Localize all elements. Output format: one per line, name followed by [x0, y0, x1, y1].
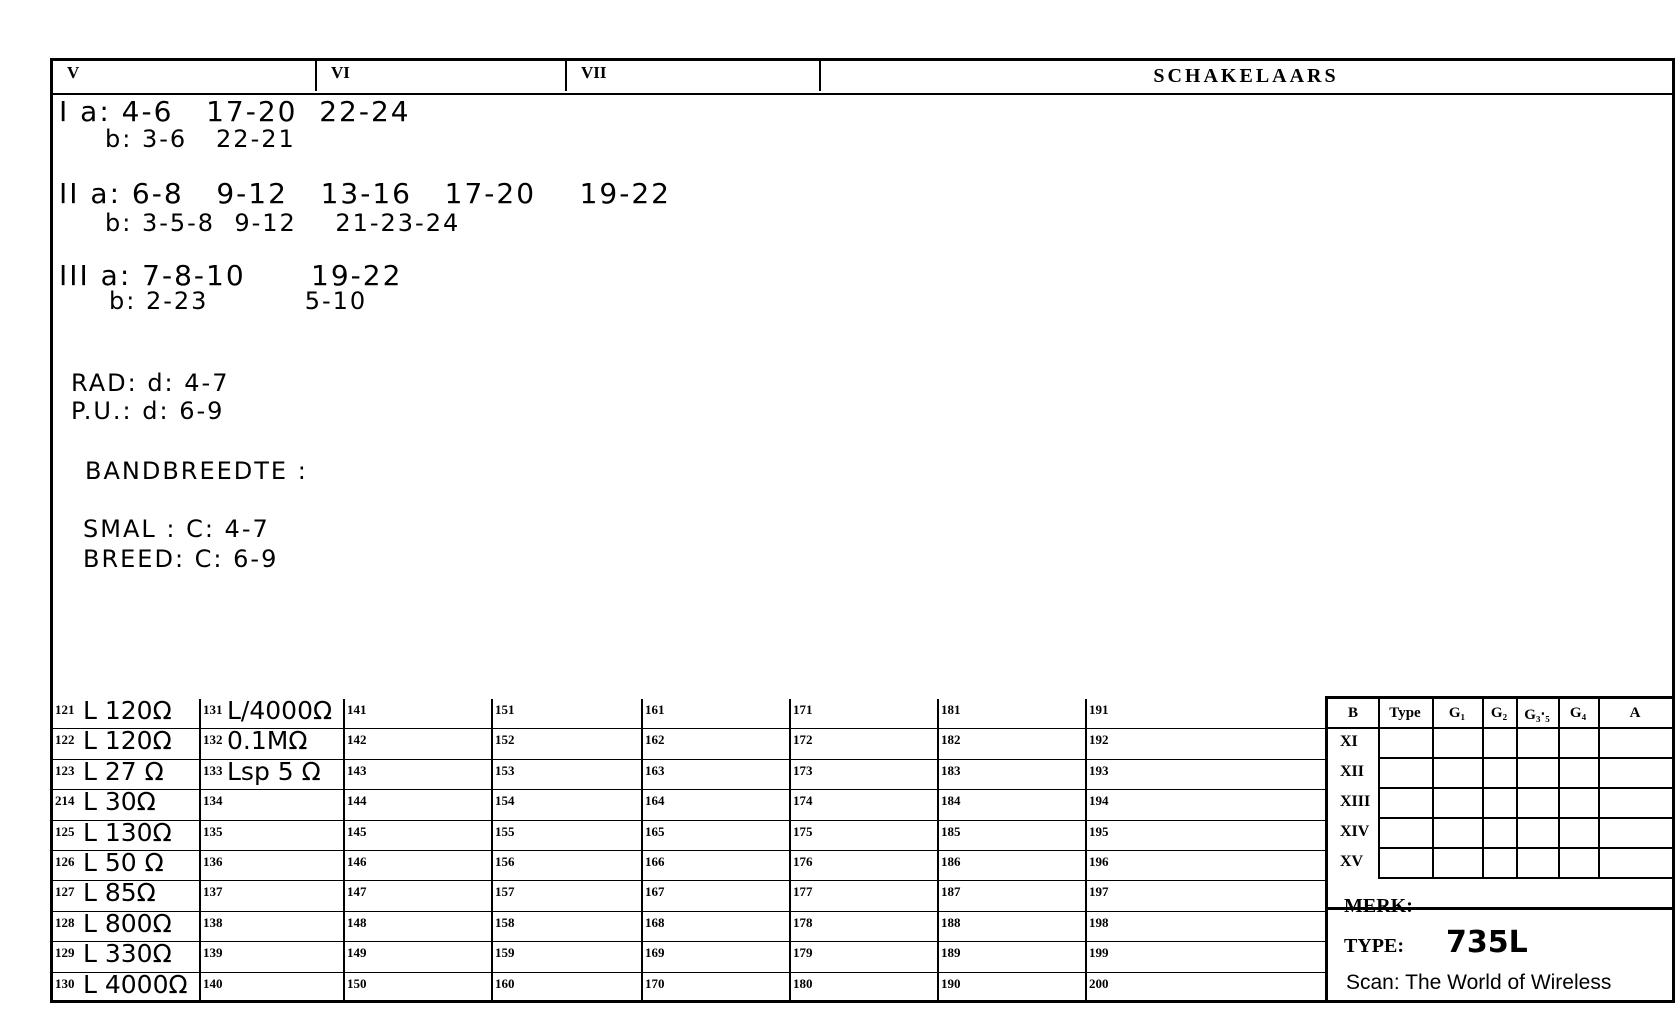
note-line: II a: 6-8 9-12 13-16 17-20 19-22	[59, 177, 671, 210]
cell-number: 126	[55, 854, 75, 869]
cell-value: L 50 Ω	[83, 848, 164, 877]
tube-divider	[1378, 877, 1672, 879]
cell-number: 141	[347, 702, 367, 717]
grid-cell	[939, 942, 1085, 972]
grid-cell	[1087, 973, 1325, 1003]
grid-cell	[345, 699, 491, 729]
cell-number: 164	[645, 793, 665, 809]
cell-number: 136	[203, 854, 223, 869]
cell-number: 149	[347, 945, 367, 961]
cell-number: 191	[1089, 702, 1109, 717]
grid-column	[491, 699, 641, 1003]
grid-column	[53, 696, 199, 1003]
cell-number: 147	[347, 884, 367, 900]
cell-number: 121	[55, 702, 75, 717]
tube-divider	[1328, 727, 1672, 729]
cell-number: 193	[1089, 762, 1109, 778]
grid-cell	[1087, 760, 1325, 790]
grid-cell	[493, 973, 641, 1003]
grid-cell	[345, 790, 491, 820]
grid-cell	[345, 942, 491, 972]
tube-divider	[1432, 699, 1434, 879]
grid-cell	[345, 760, 491, 790]
tube-header: A	[1629, 705, 1641, 721]
grid-cell	[493, 790, 641, 820]
cell-value: L 85Ω	[83, 878, 156, 908]
cell-number: 162	[645, 732, 665, 748]
cell-number: 175	[793, 823, 813, 839]
cell-number: 159	[495, 945, 515, 961]
cell-number: 176	[793, 854, 813, 869]
cell-number: 131	[203, 702, 223, 717]
grid-cell	[53, 696, 199, 729]
grid-cell	[939, 881, 1085, 911]
cell-value: L 30Ω	[83, 787, 156, 817]
grid-cell	[643, 942, 789, 972]
scan-credit: Scan: The World of Wireless	[1346, 971, 1612, 994]
tube-row-label: XI	[1340, 733, 1358, 750]
cell-number: 137	[203, 884, 223, 900]
cell-number: 128	[55, 914, 75, 930]
cell-value: L/4000Ω	[227, 696, 333, 725]
grid-cell	[939, 851, 1085, 881]
grid-cell	[201, 942, 343, 972]
cell-number: 151	[495, 702, 515, 717]
tube-header: Type	[1389, 705, 1421, 721]
grid-cell	[493, 821, 641, 851]
cell-number: 139	[203, 945, 223, 961]
grid-cell	[643, 973, 789, 1003]
grid-cell	[345, 851, 491, 881]
cell-number: 130	[55, 975, 75, 991]
header-title: SCHAKELAARS	[1153, 65, 1339, 87]
note-line: RAD: d: 4-7	[71, 369, 230, 397]
cell-number: 165	[645, 823, 665, 839]
cell-number: 195	[1089, 823, 1109, 839]
grid-cell	[643, 912, 789, 942]
grid-cell	[1087, 790, 1325, 820]
grid-column	[1085, 699, 1325, 1003]
cell-number: 145	[347, 823, 367, 839]
tube-divider	[1378, 757, 1672, 759]
grid-cell	[53, 969, 199, 1003]
tube-divider	[1598, 699, 1600, 879]
cell-number: 158	[495, 914, 515, 930]
grid-cell	[201, 851, 343, 881]
cell-value: L 130Ω	[83, 817, 172, 847]
cell-number: 199	[1089, 945, 1109, 961]
grid-cell	[643, 729, 789, 759]
grid-cell	[345, 821, 491, 851]
grid-column	[937, 699, 1085, 1003]
cell-number: 156	[495, 854, 515, 869]
grid-cell	[53, 756, 199, 790]
tube-divider	[1378, 787, 1672, 789]
grid-cell	[1087, 699, 1325, 729]
cell-number: 161	[645, 702, 665, 717]
merk-label: MERK:	[1344, 895, 1413, 917]
grid-cell	[791, 851, 937, 881]
grid-cell	[791, 760, 937, 790]
grid-cell	[791, 699, 937, 729]
grid-cell	[939, 729, 1085, 759]
grid-cell	[493, 699, 641, 729]
cell-number: 132	[203, 732, 223, 748]
grid-cell	[643, 821, 789, 851]
note-line: BREED: C: 6-9	[83, 545, 279, 573]
cell-number: 129	[55, 945, 75, 961]
grid-cell	[1087, 942, 1325, 972]
cell-number: 125	[55, 823, 75, 839]
note-line: I a: 4-6 17-20 22-24	[59, 95, 411, 128]
cell-number: 135	[203, 823, 223, 839]
grid-cell	[53, 817, 199, 851]
cell-number: 172	[793, 732, 813, 748]
cell-number: 152	[495, 732, 515, 748]
cell-number: 142	[347, 732, 367, 748]
grid-cell	[791, 942, 937, 972]
cell-number: 171	[793, 702, 813, 717]
tube-row-label: XV	[1340, 853, 1364, 870]
grid-cell	[1087, 821, 1325, 851]
cell-number: 143	[347, 762, 367, 778]
cell-value: L 120Ω	[83, 696, 172, 725]
cell-number: 140	[203, 975, 223, 991]
grid-cell	[791, 881, 937, 911]
grid-cell	[53, 848, 199, 881]
cell-value: Lsp 5 Ω	[227, 756, 321, 786]
grid-cell	[345, 912, 491, 942]
cell-number: 200	[1089, 975, 1109, 991]
cell-number: 144	[347, 793, 367, 809]
cell-number: 214	[55, 793, 75, 809]
tube-header: G₁	[1448, 705, 1466, 721]
cell-number: 188	[941, 914, 961, 930]
cell-number: 198	[1089, 914, 1109, 930]
grid-cell	[791, 821, 937, 851]
cell-number: 185	[941, 823, 961, 839]
cell-number: 183	[941, 762, 961, 778]
grid-cell	[643, 881, 789, 911]
cell-value: L 330Ω	[83, 939, 172, 969]
header-bar	[53, 61, 1672, 95]
grid-cell	[643, 790, 789, 820]
cell-number: 192	[1089, 732, 1109, 748]
grid-cell	[493, 881, 641, 911]
tube-row-label: XIV	[1340, 823, 1370, 840]
grid-cell	[201, 756, 343, 790]
tube-row-label: XII	[1340, 763, 1365, 780]
grid-cell	[939, 912, 1085, 942]
cell-value: L 120Ω	[83, 726, 172, 756]
note-line: SMAL : C: 4-7	[83, 515, 270, 543]
cell-value: 0.1MΩ	[227, 726, 308, 756]
tube-divider	[1378, 699, 1380, 879]
grid-cell	[53, 878, 199, 911]
grid-cell	[53, 787, 199, 820]
grid-column	[641, 699, 789, 1003]
grid-cell	[643, 699, 789, 729]
cell-number: 167	[645, 884, 665, 900]
header-col-v: V	[53, 61, 317, 91]
cell-number: 138	[203, 914, 223, 930]
cell-number: 174	[793, 793, 813, 809]
cell-number: 177	[793, 884, 813, 900]
cell-number: 197	[1089, 884, 1109, 900]
grid-cell	[939, 699, 1085, 729]
note-line: BANDBREEDTE :	[85, 457, 308, 485]
tube-divider	[1516, 699, 1518, 879]
cell-number: 190	[941, 975, 961, 991]
grid-cell	[791, 790, 937, 820]
cell-number: 189	[941, 945, 961, 961]
grid-cell	[1087, 851, 1325, 881]
cell-number: 173	[793, 762, 813, 778]
cell-number: 148	[347, 914, 367, 930]
grid-cell	[345, 881, 491, 911]
cell-number: 180	[793, 975, 813, 991]
grid-column	[789, 699, 937, 1003]
note-line: P.U.: d: 6-9	[71, 397, 225, 425]
cell-number: 150	[347, 975, 367, 991]
grid-cell	[53, 908, 199, 942]
tube-header: G₄	[1569, 705, 1587, 721]
grid-column	[343, 699, 491, 1003]
cell-number: 133	[203, 762, 223, 778]
cell-number: 157	[495, 884, 515, 900]
tube-header: B	[1347, 705, 1358, 721]
grid-cell	[493, 942, 641, 972]
tube-divider	[1378, 847, 1672, 849]
cell-number: 154	[495, 793, 515, 809]
cell-value: L 27 Ω	[83, 756, 164, 786]
note-line: b: 3-5-8 9-12 21-23-24	[105, 209, 461, 237]
cell-number: 184	[941, 793, 961, 809]
cell-number: 122	[55, 732, 75, 748]
grid-cell	[643, 760, 789, 790]
grid-cell	[939, 821, 1085, 851]
tube-divider	[1558, 699, 1560, 879]
cell-number: 187	[941, 884, 961, 900]
cell-value: L 800Ω	[83, 908, 172, 938]
note-line: b: 2-23 5-10	[109, 287, 368, 315]
cell-number: 123	[55, 762, 75, 778]
cell-number: 182	[941, 732, 961, 748]
grid-cell	[201, 726, 343, 759]
cell-number: 181	[941, 702, 961, 717]
grid-cell	[201, 973, 343, 1003]
grid-cell	[53, 939, 199, 972]
grid-cell	[493, 851, 641, 881]
cell-value: L 4000Ω	[83, 969, 188, 999]
grid-cell	[201, 881, 343, 911]
tube-table-panel	[1325, 696, 1672, 1000]
cell-number: 169	[645, 945, 665, 961]
tube-header: G₃‧₅	[1524, 707, 1550, 723]
grid-cell	[791, 729, 937, 759]
header-col-vii: VII	[567, 61, 821, 91]
header-col-vi: VI	[317, 61, 567, 91]
cell-number: 196	[1089, 854, 1109, 869]
cell-number: 179	[793, 945, 813, 961]
schematic-sheet	[50, 58, 1675, 1003]
cell-number: 178	[793, 914, 813, 930]
grid-cell	[53, 726, 199, 759]
grid-cell	[493, 912, 641, 942]
tube-row-label: XIII	[1340, 793, 1371, 810]
type-value: 735L	[1446, 925, 1528, 960]
cell-number: 168	[645, 914, 665, 930]
grid-cell	[201, 790, 343, 820]
grid-cell	[1087, 881, 1325, 911]
tube-header: G₂	[1490, 705, 1508, 721]
cell-number: 166	[645, 854, 665, 869]
grid-cell	[939, 973, 1085, 1003]
tube-divider	[1482, 699, 1484, 879]
cell-number: 170	[645, 975, 665, 991]
grid-cell	[345, 729, 491, 759]
type-label: TYPE:	[1344, 935, 1404, 957]
cell-number: 155	[495, 823, 515, 839]
grid-cell	[201, 821, 343, 851]
cell-number: 127	[55, 884, 75, 900]
grid-cell	[493, 729, 641, 759]
cell-number: 163	[645, 762, 665, 778]
grid-cell	[939, 760, 1085, 790]
cell-number: 186	[941, 854, 961, 869]
cell-number: 160	[495, 975, 515, 991]
grid-cell	[493, 760, 641, 790]
grid-cell	[201, 696, 343, 729]
grid-cell	[345, 973, 491, 1003]
grid-cell	[939, 790, 1085, 820]
grid-cell	[643, 851, 789, 881]
tube-divider	[1378, 817, 1672, 819]
grid-cell	[201, 912, 343, 942]
cell-number: 146	[347, 854, 367, 869]
grid-cell	[1087, 729, 1325, 759]
grid-cell	[1087, 912, 1325, 942]
grid-cell	[791, 973, 937, 1003]
grid-cell	[791, 912, 937, 942]
note-line: b: 3-6 22-21	[105, 125, 296, 153]
cell-number: 134	[203, 793, 223, 809]
note-line: III a: 7-8-10 19-22	[59, 259, 403, 292]
cell-number: 194	[1089, 793, 1109, 809]
cell-number: 153	[495, 762, 515, 778]
grid-column	[199, 696, 343, 1003]
